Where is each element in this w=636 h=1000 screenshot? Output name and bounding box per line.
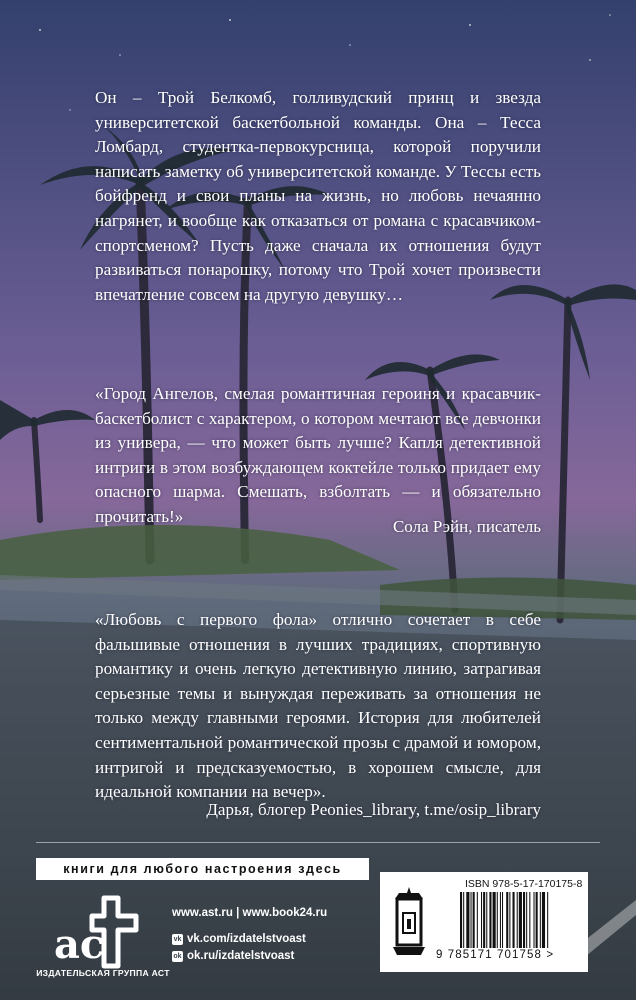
review-quote-2: «Любовь с первого фола» отлично сочетает в себе фальшивые отношения в лучших традициях, спортивную романтику и очень легкую детективную линию, затрагивая серьезные темы и вынуждая переживать за отношения не только между главными героями. История для любителей сентиментальной романтической прозы с драмой и юмором, интригой и предсказуемостью, в хорошем смысле, для идеальной компании на вечер». [95,610,541,802]
publisher-caption: ИЗДАТЕЛЬСКАЯ ГРУППА АСТ [36,968,170,978]
review-author-2: Дарья, блогер Peonies_library, t.me/osip_library [206,800,541,819]
isbn-number: ISBN 978-5-17-170175-8 [465,878,583,890]
barcode [458,892,584,948]
review-quote-1: «Город Ангелов, смелая романтичная героиня и красавчик-баскетболист с характером, о котором мечтают все девчонки из универа, — что может быть лучше? Капля детективной интриги в этом возбуждающем коктейле только придает ему опасного шарма. Смешать, взболтать — и обязательно прочитать!» [95,384,541,526]
publisher-tagline: книги для любого настроения здесь [36,858,369,880]
vk-link [172,933,306,945]
lantern-icon [385,885,433,961]
barcode-digits: 9 785171 701758 > [436,949,555,961]
ok-icon: ok [173,952,182,960]
review-author-1: Сола Рэйн, писатель [392,517,541,536]
ast-logo-icon [52,888,152,970]
ast-logo-text: ac [54,921,105,968]
ok-link-text: ok.ru/izdatelstvoast [187,950,295,962]
vk-icon: vk [173,935,182,943]
vk-link-text: vk.com/izdatelstvoast [187,933,306,945]
publisher-websites: www.ast.ru | www.book24.ru [172,907,328,919]
book-blurb: Он – Трой Белкомб, голливудский принц и звезда университетской баскетбольной команды. Она – Тесса Ломбард, студентка-первокурсница, которой поручили написать заметку об университетской команде. У Тессы есть бойфренд и свои планы на жизнь, но любовь нечаянно нагрянет, и вообще как отказаться от романа с красавчиком-спортсменом? Пусть даже сначала их отношения будут развиваться понарошку, потому что Трой хочет произвести впечатление совсем на другую девушку… [95,88,541,304]
ok-link [172,950,294,962]
